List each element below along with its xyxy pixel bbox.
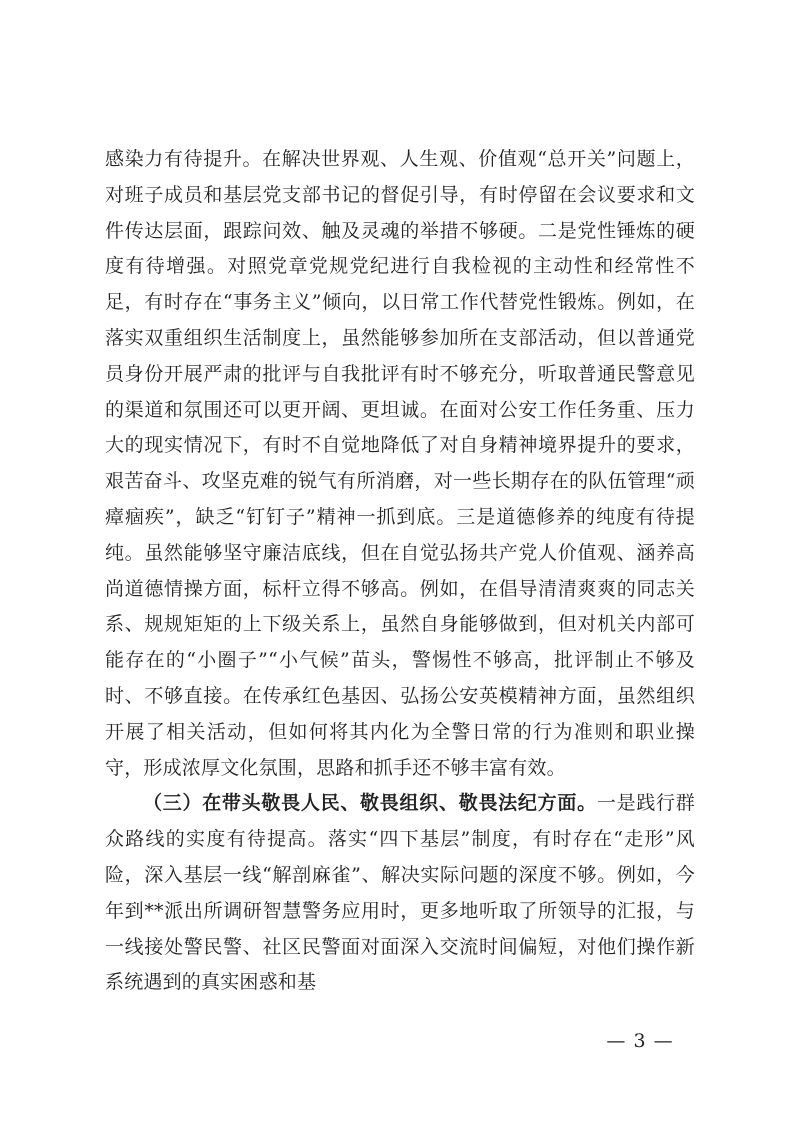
document-body <box>105 142 695 1001</box>
section-3-paragraph <box>105 786 695 1001</box>
paragraph-continuation: 感染力有待提升。在解决世界观、人生观、价值观“总开关”问题上，对班子成员和基层党支部书记的督促引导，有时停留在会议要求和文件传达层面，跟踪问效、触及灵魂的举措不够硬。二是党性锤炼的硬度有待增强。对照党章党规党纪进行自我检视的主动性和经常性不足，有时存在“事务主义”倾向，以日常工作代替党性锻炼。例如，在落实双重组织生活制度上，虽然能够参加所在支部活动，但以普通党员身份开展严肃的批评与自我批评有时不够充分，听取普通民警意见的渠道和氛围还可以更开阔、更坦诚。在面对公安工作任务重、压力大的现实情况下，有时不自觉地降低了对自身精神境界提升的要求，艰苦奋斗、攻坚克难的锐气有所消磨，对一些长期存在的队伍管理“顽瘴痼疾”，缺乏“钉钉子”精神一抓到底。三是道德修养的纯度有待提纯。虽然能够坚守廉洁底线，但在自觉弘扬共产党人价值观、涵养高尚道德情操方面，标杆立得不够高。例如，在倡导清清爽爽的同志关系、规规矩矩的上下级关系上，虽然自身能够做到，但对机关内部可能存在的“小圈子”“小气候”苗头，警惕性不够高，批评制止不够及时、不够直接。在传承红色基因、弘扬公安英模精神方面，虽然组织开展了相关活动，但如何将其内化为全警日常的行为准则和职业操守，形成浓厚文化氛围，思路和抓手还不够丰富有效。 <box>105 148 695 779</box>
section-3-body: 一是践行群众路线的实度有待提高。落实“四下基层”制度，有时存在“走形”风险，深入基层一线“解剖麻雀”、解决实际问题的深度不够。例如，今年到**派出所调研智慧警务应用时，更多地听取了所领导的汇报，与一线接处警民警、社区民警面对面深入交流时间偏短，对他们操作新系统遇到的真实困惑和基 <box>105 792 695 994</box>
page-number: — 3 — <box>606 1030 674 1052</box>
section-3-heading: （三）在带头敬畏人民、敬畏组织、敬畏法纪方面。 <box>143 792 597 815</box>
